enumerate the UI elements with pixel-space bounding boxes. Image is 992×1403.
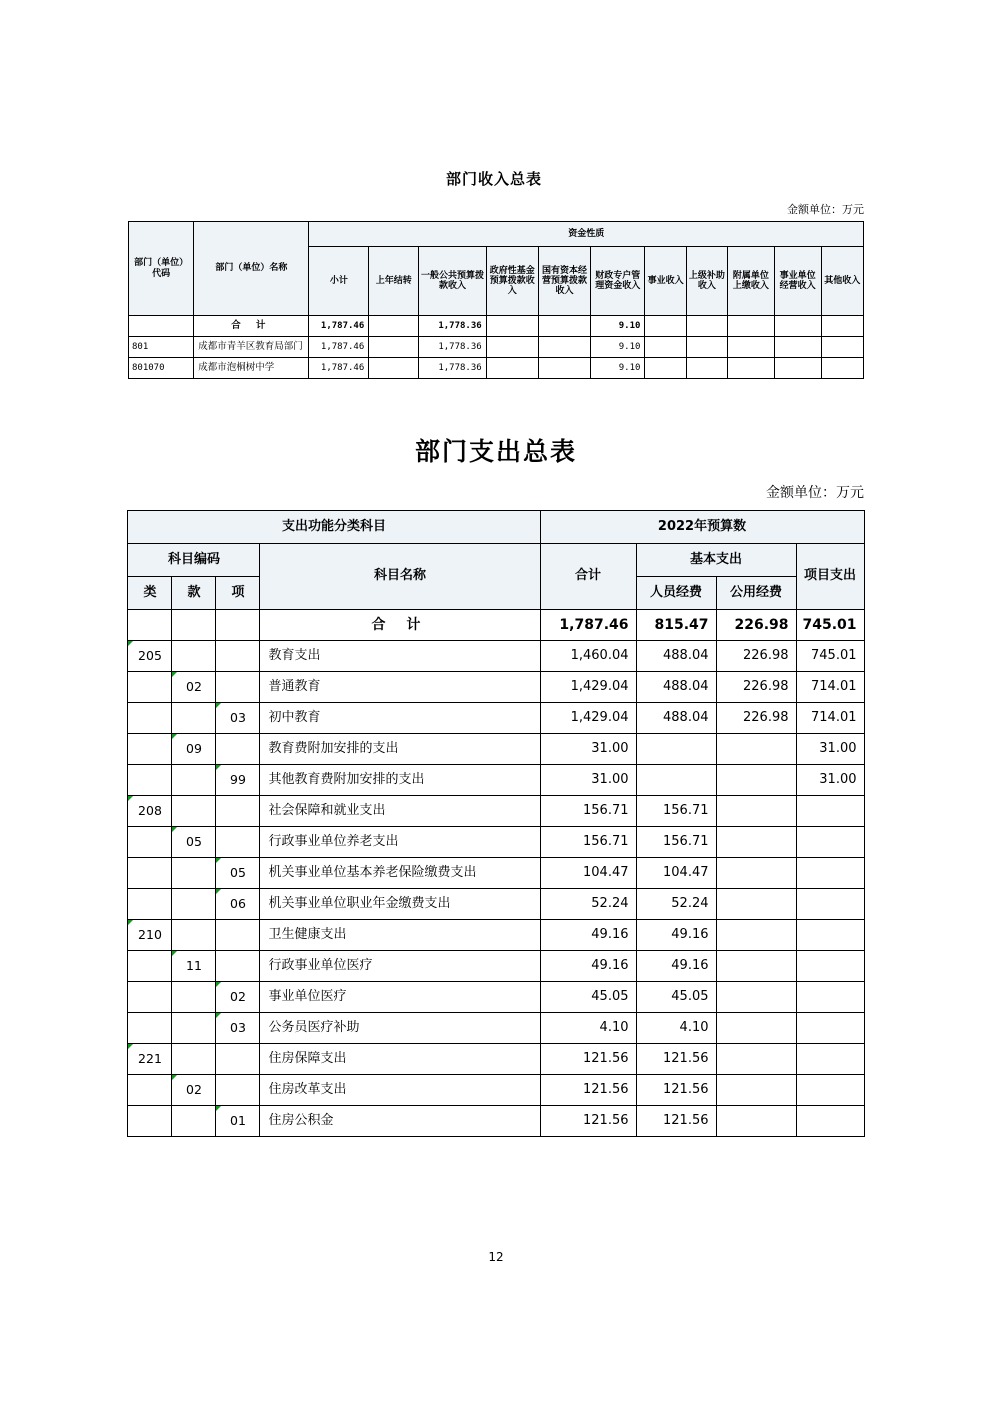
expenditure-cell-public-funds [716,982,796,1013]
expenditure-cell-xiang [216,796,260,827]
expenditure-cell-xiang [216,641,260,672]
income-header-business-operating: 事业单位经营收入 [774,247,821,316]
expenditure-cell-personnel: 121.56 [636,1075,716,1106]
expenditure-cell-class [128,672,172,703]
expenditure-cell-personnel: 4.10 [636,1013,716,1044]
income-header-business-income: 事业收入 [645,247,686,316]
expenditure-cell-name: 教育支出 [260,641,540,672]
expenditure-cell-project [796,1075,864,1106]
expenditure-cell-xiang: 01 [216,1106,260,1137]
expenditure-cell-personnel: 45.05 [636,982,716,1013]
table-row [128,827,864,858]
expenditure-header-budget-year: 2022年预算数 [540,511,864,544]
expenditure-cell-class [128,734,172,765]
expenditure-cell-total: 4.10 [540,1013,636,1044]
income-cell-carryover [369,358,419,379]
expenditure-cell-name: 普通教育 [260,672,540,703]
expenditure-cell-project [796,951,864,982]
table-row [128,951,864,982]
expenditure-cell-public-funds [716,1013,796,1044]
expenditure-cell-project [796,920,864,951]
expenditure-cell-project [796,796,864,827]
expenditure-cell-public-funds [716,1106,796,1137]
income-cell-business-income [645,358,686,379]
expenditure-cell-public-funds: 226.98 [716,672,796,703]
income-header-superior-subsidy: 上级补助收入 [686,247,727,316]
income-header-gov-fund-budget: 政府性基金预算拨款收入 [486,247,538,316]
income-cell-superior-subsidy [686,316,727,337]
expenditure-cell-personnel: 104.47 [636,858,716,889]
table-row [128,1075,864,1106]
expenditure-header-basic-expense: 基本支出 [636,544,796,577]
expenditure-cell-personnel: 49.16 [636,920,716,951]
expenditure-cell-kuan: 05 [172,827,216,858]
expenditure-cell-public-funds [716,920,796,951]
income-summary-table [128,221,864,379]
expenditure-cell-class [128,1106,172,1137]
expenditure-table-title: 部门支出总表 [414,437,577,466]
expenditure-cell-total: 31.00 [540,734,636,765]
income-cell-state-capital-budget [538,316,590,337]
expenditure-cell-name: 公务员医疗补助 [260,1013,540,1044]
expenditure-cell-personnel: 156.71 [636,827,716,858]
expenditure-cell-kuan: 02 [172,1075,216,1106]
expenditure-cell-total: 1,429.04 [540,703,636,734]
income-table-title: 部门收入总表 [445,170,542,188]
expenditure-header-xiang: 项 [216,577,260,610]
expenditure-cell-personnel [636,765,716,796]
expenditure-cell-total: 104.47 [540,858,636,889]
expenditure-cell-name: 机关事业单位职业年金缴费支出 [260,889,540,920]
expenditure-cell-xiang [216,672,260,703]
expenditure-cell-kuan [172,610,216,641]
table-row [128,1106,864,1137]
expenditure-cell-name: 教育费附加安排的支出 [260,734,540,765]
expenditure-header-subject-name: 科目名称 [260,544,540,610]
income-cell-other-income [821,358,863,379]
table-row [129,337,864,358]
expenditure-cell-project [796,889,864,920]
income-header-dept-code: 部门（单位）代码 [129,222,194,316]
expenditure-cell-class [128,889,172,920]
expenditure-cell-project [796,1044,864,1075]
expenditure-cell-personnel [636,734,716,765]
expenditure-unit-label: 金额单位：万元 [766,485,864,501]
table-row [128,672,864,703]
expenditure-cell-class [128,858,172,889]
expenditure-cell-total: 121.56 [540,1075,636,1106]
expenditure-cell-xiang [216,610,260,641]
table-row [128,703,864,734]
income-header-state-capital-budget: 国有资本经营预算拨款收入 [538,247,590,316]
expenditure-cell-name: 事业单位医疗 [260,982,540,1013]
table-row [128,920,864,951]
expenditure-cell-name: 卫生健康支出 [260,920,540,951]
income-header-other-income: 其他收入 [821,247,863,316]
expenditure-cell-public-funds [716,1044,796,1075]
table-row [128,610,864,641]
expenditure-cell-class [128,951,172,982]
expenditure-cell-personnel: 488.04 [636,703,716,734]
table-row [128,982,864,1013]
expenditure-cell-kuan [172,1106,216,1137]
expenditure-cell-xiang [216,1075,260,1106]
income-cell-business-operating [774,358,821,379]
income-header-subtotal: 小计 [309,247,369,316]
expenditure-cell-total: 156.71 [540,796,636,827]
expenditure-cell-project [796,982,864,1013]
expenditure-cell-class: 221 [128,1044,172,1075]
expenditure-cell-class [128,1013,172,1044]
income-cell-other-income [821,316,863,337]
expenditure-cell-xiang [216,734,260,765]
income-cell-general-public-budget: 1,778.36 [419,337,486,358]
expenditure-summary-table [127,510,864,1137]
table-row [128,1044,864,1075]
income-header-subordinate-remit: 附属单位上缴收入 [728,247,775,316]
expenditure-cell-xiang: 05 [216,858,260,889]
income-cell-business-operating [774,316,821,337]
income-cell-general-public-budget: 1,778.36 [419,358,486,379]
income-cell-state-capital-budget [538,337,590,358]
income-cell-superior-subsidy [686,358,727,379]
table-row [128,889,864,920]
expenditure-cell-total: 31.00 [540,765,636,796]
income-header-general-public-budget: 一般公共预算拨款收入 [419,247,486,316]
table-row [128,734,864,765]
expenditure-cell-class: 205 [128,641,172,672]
income-cell-dept-name: 成都市泡桐树中学 [194,358,309,379]
expenditure-cell-total: 1,429.04 [540,672,636,703]
income-cell-fiscal-special-account: 9.10 [591,337,645,358]
income-cell-carryover [369,316,419,337]
expenditure-cell-total: 156.71 [540,827,636,858]
expenditure-cell-name: 行政事业单位医疗 [260,951,540,982]
expenditure-cell-class [128,765,172,796]
expenditure-header-function-class: 支出功能分类科目 [128,511,540,544]
expenditure-header-public-funds: 公用经费 [716,577,796,610]
income-cell-gov-fund-budget [486,337,538,358]
expenditure-cell-name: 住房改革支出 [260,1075,540,1106]
expenditure-cell-total: 52.24 [540,889,636,920]
income-unit-label: 金额单位：万元 [787,203,864,216]
table-row [129,358,864,379]
income-cell-fiscal-special-account: 9.10 [591,316,645,337]
expenditure-cell-class: 208 [128,796,172,827]
expenditure-cell-total: 45.05 [540,982,636,1013]
income-cell-other-income [821,337,863,358]
income-cell-dept-code [129,316,194,337]
expenditure-cell-xiang [216,827,260,858]
expenditure-cell-personnel: 488.04 [636,641,716,672]
expenditure-cell-kuan: 09 [172,734,216,765]
expenditure-cell-personnel: 121.56 [636,1044,716,1075]
expenditure-cell-public-funds [716,734,796,765]
expenditure-cell-kuan [172,920,216,951]
income-cell-dept-name: 合 计 [194,316,309,337]
expenditure-cell-kuan [172,1044,216,1075]
expenditure-cell-xiang [216,920,260,951]
expenditure-cell-public-funds: 226.98 [716,610,796,641]
expenditure-cell-kuan [172,889,216,920]
expenditure-cell-name: 社会保障和就业支出 [260,796,540,827]
income-cell-superior-subsidy [686,337,727,358]
table-row [128,641,864,672]
income-header-fiscal-special-account: 财政专户管理资金收入 [591,247,645,316]
expenditure-cell-project: 714.01 [796,672,864,703]
income-cell-subordinate-remit [728,358,775,379]
expenditure-cell-public-funds [716,765,796,796]
expenditure-cell-kuan: 02 [172,672,216,703]
income-cell-state-capital-budget [538,358,590,379]
expenditure-cell-personnel: 52.24 [636,889,716,920]
expenditure-cell-personnel: 488.04 [636,672,716,703]
income-summary-section [0,168,992,379]
expenditure-cell-public-funds [716,951,796,982]
expenditure-cell-xiang: 02 [216,982,260,1013]
income-cell-business-operating [774,337,821,358]
income-cell-gov-fund-budget [486,316,538,337]
income-header-dept-name: 部门（单位）名称 [194,222,309,316]
expenditure-cell-name: 行政事业单位养老支出 [260,827,540,858]
table-row [128,858,864,889]
expenditure-cell-public-funds [716,889,796,920]
expenditure-cell-total: 121.56 [540,1044,636,1075]
expenditure-cell-name: 合 计 [260,610,540,641]
expenditure-cell-personnel: 815.47 [636,610,716,641]
expenditure-header-personnel: 人员经费 [636,577,716,610]
expenditure-header-project-expense: 项目支出 [796,544,864,610]
table-row [129,316,864,337]
table-row [128,1013,864,1044]
income-cell-business-income [645,316,686,337]
expenditure-cell-name: 机关事业单位基本养老保险缴费支出 [260,858,540,889]
expenditure-cell-kuan [172,858,216,889]
expenditure-cell-public-funds [716,827,796,858]
expenditure-cell-public-funds [716,796,796,827]
expenditure-cell-name: 初中教育 [260,703,540,734]
income-cell-subtotal: 1,787.46 [309,337,369,358]
expenditure-cell-name: 住房保障支出 [260,1044,540,1075]
table-row [128,796,864,827]
expenditure-header-kuan: 款 [172,577,216,610]
expenditure-cell-project: 31.00 [796,734,864,765]
expenditure-cell-xiang: 99 [216,765,260,796]
income-cell-subordinate-remit [728,316,775,337]
income-cell-general-public-budget: 1,778.36 [419,316,486,337]
expenditure-cell-kuan [172,641,216,672]
expenditure-cell-xiang: 03 [216,1013,260,1044]
expenditure-cell-public-funds [716,1075,796,1106]
expenditure-cell-xiang [216,951,260,982]
expenditure-cell-public-funds [716,858,796,889]
expenditure-cell-project: 714.01 [796,703,864,734]
expenditure-cell-class [128,1075,172,1106]
expenditure-cell-project: 31.00 [796,765,864,796]
expenditure-cell-kuan [172,765,216,796]
expenditure-cell-project [796,1106,864,1137]
income-cell-fiscal-special-account: 9.10 [591,358,645,379]
income-cell-subtotal: 1,787.46 [309,358,369,379]
expenditure-cell-class [128,610,172,641]
expenditure-cell-total: 1,787.46 [540,610,636,641]
expenditure-cell-class [128,827,172,858]
expenditure-cell-project [796,858,864,889]
income-cell-carryover [369,337,419,358]
expenditure-cell-project [796,1013,864,1044]
expenditure-cell-project: 745.01 [796,610,864,641]
expenditure-cell-personnel: 121.56 [636,1106,716,1137]
expenditure-header-total: 合计 [540,544,636,610]
expenditure-header-subject-code: 科目编码 [128,544,260,577]
expenditure-cell-public-funds: 226.98 [716,641,796,672]
expenditure-cell-name: 住房公积金 [260,1106,540,1137]
expenditure-summary-section [0,432,992,1137]
expenditure-cell-xiang [216,1044,260,1075]
income-cell-dept-code: 801070 [129,358,194,379]
income-cell-gov-fund-budget [486,358,538,379]
expenditure-cell-public-funds: 226.98 [716,703,796,734]
income-cell-dept-name: 成都市青羊区教育局部门 [194,337,309,358]
expenditure-cell-total: 49.16 [540,920,636,951]
expenditure-cell-class [128,982,172,1013]
table-row [128,765,864,796]
page-number: 12 [488,1250,504,1264]
expenditure-cell-project: 745.01 [796,641,864,672]
income-cell-dept-code: 801 [129,337,194,358]
expenditure-cell-kuan [172,796,216,827]
expenditure-cell-kuan [172,1013,216,1044]
expenditure-header-class: 类 [128,577,172,610]
income-header-carryover: 上年结转 [369,247,419,316]
income-cell-subordinate-remit [728,337,775,358]
expenditure-cell-personnel: 49.16 [636,951,716,982]
expenditure-cell-personnel: 156.71 [636,796,716,827]
income-cell-business-income [645,337,686,358]
expenditure-cell-project [796,827,864,858]
expenditure-cell-total: 49.16 [540,951,636,982]
expenditure-cell-name: 其他教育费附加安排的支出 [260,765,540,796]
income-cell-subtotal: 1,787.46 [309,316,369,337]
expenditure-cell-class [128,703,172,734]
expenditure-cell-xiang: 06 [216,889,260,920]
expenditure-cell-kuan [172,703,216,734]
expenditure-cell-kuan: 11 [172,951,216,982]
expenditure-cell-kuan [172,982,216,1013]
income-header-fund-nature: 资金性质 [309,222,864,247]
expenditure-cell-total: 121.56 [540,1106,636,1137]
expenditure-cell-class: 210 [128,920,172,951]
expenditure-cell-total: 1,460.04 [540,641,636,672]
expenditure-cell-xiang: 03 [216,703,260,734]
